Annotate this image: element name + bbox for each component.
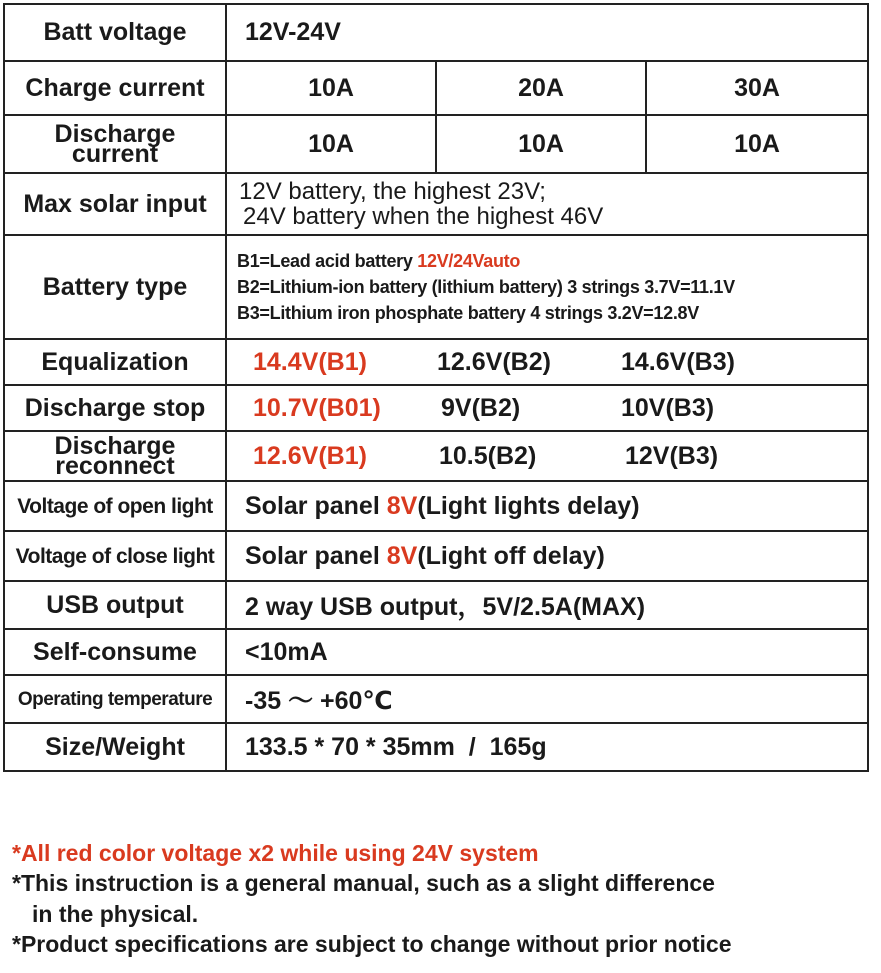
- discharge-stop-b2: 9V(B2): [441, 393, 521, 422]
- row-equalization: [4, 339, 868, 385]
- value-size-weight: 133.5 * 70 * 35mm / 165g: [226, 723, 868, 771]
- value-equalization: [226, 339, 868, 385]
- value-open-light: [226, 481, 868, 531]
- value-self-consume: <10mA: [226, 629, 868, 675]
- spec-table: [3, 3, 869, 772]
- discharge-reconnect-b3: 12V(B3): [625, 441, 719, 470]
- row-discharge-current: [4, 115, 868, 173]
- close-light-red: 8V: [386, 541, 418, 570]
- note-general-manual-line1: *This instruction is a general manual, such as a slight difference: [12, 870, 715, 897]
- value-discharge-current-2: 10A: [436, 115, 646, 173]
- value-max-solar-line1: 12V battery, the highest 23V;: [239, 177, 546, 205]
- row-usb-output: [4, 581, 868, 629]
- label-self-consume: Self-consume: [4, 629, 226, 675]
- value-discharge-reconnect: [226, 431, 868, 481]
- label-operating-temperature: Operating temperature: [4, 675, 226, 723]
- row-max-solar: [4, 173, 868, 235]
- footnotes: [12, 838, 732, 959]
- label-discharge-current-line2: current: [71, 140, 159, 168]
- discharge-stop-b1: 10.7V(B01): [253, 393, 381, 422]
- value-charge-current-3: 30A: [646, 61, 868, 115]
- value-max-solar: [226, 173, 868, 235]
- label-discharge-reconnect: [4, 431, 226, 481]
- battery-type-b1: [237, 248, 867, 274]
- label-usb-output: USB output: [4, 581, 226, 629]
- label-discharge-reconnect-line1: Discharge: [54, 431, 176, 460]
- row-operating-temperature: [4, 675, 868, 723]
- discharge-reconnect-b1: 12.6V(B1): [253, 441, 367, 470]
- row-battery-type: [4, 235, 868, 339]
- note-red-voltage: *All red color voltage x2 while using 24V system: [12, 840, 539, 866]
- value-max-solar-line2: 24V battery when the highest 46V: [243, 203, 604, 230]
- equalization-b3: 14.6V(B3): [621, 347, 735, 376]
- label-batt-voltage: Batt voltage: [4, 4, 226, 61]
- row-open-light: [4, 481, 868, 531]
- label-close-light: Voltage of close light: [4, 531, 226, 581]
- note-spec-change: *Product specifications are subject to change without prior notice: [12, 931, 732, 958]
- row-batt-voltage: [4, 4, 868, 61]
- row-size-weight: [4, 723, 868, 771]
- battery-type-b1-text: B1=Lead acid battery: [237, 250, 418, 271]
- value-close-light: [226, 531, 868, 581]
- label-discharge-current-line1: Discharge: [54, 119, 176, 148]
- value-discharge-stop: [226, 385, 868, 431]
- label-discharge-reconnect-line2: reconnect: [55, 452, 175, 480]
- equalization-b2: 12.6V(B2): [437, 347, 551, 376]
- value-charge-current-2: 20A: [436, 61, 646, 115]
- row-charge-current: [4, 61, 868, 115]
- label-open-light: Voltage of open light: [4, 481, 226, 531]
- value-usb-output: 2 way USB output，5V/2.5A(MAX): [226, 581, 868, 629]
- value-discharge-current-3: 10A: [646, 115, 868, 173]
- open-light-red: 8V: [386, 491, 418, 520]
- value-batt-voltage: 12V-24V: [226, 4, 868, 61]
- value-battery-type: [226, 235, 868, 339]
- close-light-suffix: (Light off delay): [417, 541, 605, 570]
- battery-type-b1-red: 12V/24Vauto: [417, 250, 521, 271]
- label-charge-current: Charge current: [4, 61, 226, 115]
- row-close-light: [4, 531, 868, 581]
- row-self-consume: [4, 629, 868, 675]
- row-discharge-reconnect: [4, 431, 868, 481]
- value-charge-current-1: 10A: [226, 61, 436, 115]
- label-battery-type: Battery type: [4, 235, 226, 339]
- discharge-reconnect-b2: 10.5(B2): [439, 441, 537, 470]
- open-light-suffix: (Light lights delay): [417, 491, 640, 520]
- battery-type-b3: B3=Lithium iron phosphate battery 4 strings 3.2V=12.8V: [237, 303, 699, 324]
- label-discharge-current: [4, 115, 226, 173]
- label-size-weight: Size/Weight: [4, 723, 226, 771]
- open-light-prefix: Solar panel: [245, 491, 387, 520]
- note-general-manual-line2: in the physical.: [32, 900, 199, 927]
- label-equalization: Equalization: [4, 339, 226, 385]
- label-max-solar: Max solar input: [4, 173, 226, 235]
- label-discharge-stop: Discharge stop: [4, 385, 226, 431]
- battery-type-b2: B2=Lithium-ion battery (lithium battery) 3 strings 3.7V=11.1V: [237, 276, 735, 297]
- value-discharge-current-1: 10A: [226, 115, 436, 173]
- value-operating-temperature: -35 ～ +60℃: [226, 675, 868, 723]
- discharge-stop-b3: 10V(B3): [621, 393, 715, 422]
- equalization-b1: 14.4V(B1): [253, 347, 367, 376]
- row-discharge-stop: [4, 385, 868, 431]
- close-light-prefix: Solar panel: [245, 541, 387, 570]
